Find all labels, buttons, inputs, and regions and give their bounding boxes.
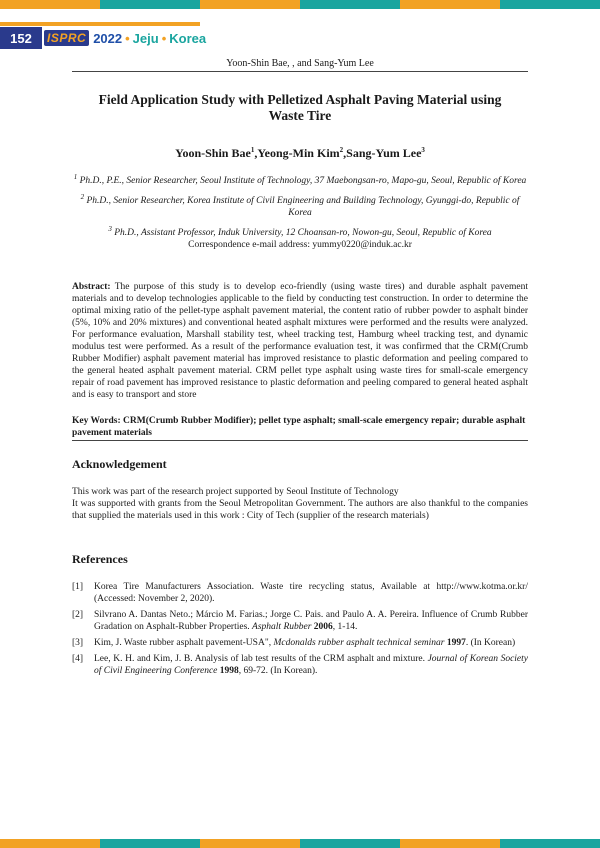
- affiliation-sup: 2: [80, 193, 85, 202]
- abstract-text: The purpose of this study is to develop eco-friendly (using waste tires) and durable asphalt pavement materials and to develop technologies applicable to the field by conducting test construction. In order to determine the optimal mixing ratio of the pellet-type asphalt pavement material, the content ratio of rubber powder to asphalt binder (5%, 10% and 20% mixtures) and conventional heated asphalt mixtures were performed and the results were analyzed. For performance evaluation, Marshall stability test, wheel tracking test, Hamburg wheel tracking test, and dynamic modulus test were performed. As a result of the performance evaluation test, it was confirmed that the CRM(Crumb Rubber Modifier) asphalt pavement material has improved resistance to plastic deformation and peeling compared to the general heated asphalt pavement material. CRM pellet type asphalt using waste tires for small-scale emergency repair of road pavement has improved resistance to plastic deformation and peeling compared to general heated asphalt and is easy to transport and store: [72, 282, 528, 401]
- author-sup: 3: [421, 146, 425, 154]
- author-sup: 2: [339, 146, 344, 154]
- reference-body: Korea Tire Manufacturers Association. Waste tire recycling status, Available at http://www.kotma.or.kr/ (Accessed: November 2, 2020).: [94, 582, 528, 605]
- reference-source: Journal of Korean Society of Civil Engineering Conference: [94, 654, 528, 677]
- header-rule: [0, 22, 200, 26]
- affiliation-text: Ph.D., Senior Researcher, Korea Institute of Civil Engineering and Building Technology, Gyunggi-do, Republic of Korea: [86, 196, 520, 219]
- reference-source: Mcdonalds rubber asphalt technical seminar: [273, 638, 445, 649]
- bullet-dot: •: [161, 30, 167, 46]
- running-head: Yoon-Shin Bae, , and Sang-Yum Lee: [72, 58, 528, 72]
- reference-text: [94, 609, 528, 633]
- reference-body: Silvrano A. Dantas Neto.; Márcio M. Farias.; Jorge C. Pais. and Paulo A. A. Pereira. Influence of Crumb Rubber Gradation on Asphalt-Rubber Properties.: [94, 610, 528, 633]
- reference-body: Lee, K. H. and Kim, J. B. Analysis of lab test results of the CRM asphalt and mixture.: [94, 654, 428, 665]
- reference-pages: . (In Korean): [465, 638, 516, 649]
- bar-segment: [400, 0, 500, 9]
- reference-item: [72, 637, 528, 649]
- reference-year: 1997: [444, 638, 466, 649]
- abstract: [72, 281, 528, 401]
- logo-country: Korea: [169, 30, 207, 46]
- author-name: Sang-Yum Lee: [346, 146, 422, 160]
- reference-text: [94, 581, 528, 605]
- bar-segment: [300, 0, 400, 9]
- affiliation-text: Ph.D., P.E., Senior Researcher, Seoul Institute of Technology, 37 Maebongsan-ro, Mapo-gu, Seoul, Republic of Korea: [79, 176, 527, 187]
- bar-segment: [400, 839, 500, 848]
- reference-year: 2006: [311, 622, 333, 633]
- reference-source: Asphalt Rubber: [252, 622, 312, 633]
- reference-number: [3]: [72, 638, 84, 649]
- reference-body: Kim, J. Waste rubber asphalt pavement-USA",: [94, 638, 274, 649]
- abstract-label: Abstract:: [72, 282, 111, 293]
- reference-pages: , 69-72. (In Korean).: [238, 666, 318, 677]
- keywords: [72, 415, 528, 441]
- conference-logo: [44, 28, 206, 48]
- reference-item: [72, 609, 528, 633]
- paper-body: [72, 92, 528, 681]
- affiliation-sup: 1: [73, 173, 78, 181]
- references-heading: References: [72, 552, 128, 567]
- keywords-text: CRM(Crumb Rubber Modifier); pellet type asphalt; small-scale emergency repair; durable asphalt pavement materials: [72, 416, 526, 439]
- affiliation-text: Ph.D., Assistant Professor, Induk University, 12 Choansan-ro, Nowon-gu, Seoul, Republic of Korea: [114, 228, 492, 239]
- bar-segment: [200, 0, 300, 9]
- acknowledgement-heading: Acknowledgement: [72, 457, 167, 472]
- reference-year: 1998: [217, 666, 239, 677]
- author-sep: ,: [343, 146, 347, 160]
- reference-item: [72, 581, 528, 605]
- author-sup: 1: [250, 146, 255, 154]
- title-line: Field Application Study with Pelletized Asphalt Paving Material using: [98, 92, 502, 107]
- bar-segment: [500, 839, 600, 848]
- author-list: [72, 146, 528, 161]
- reference-number: [1]: [72, 582, 84, 593]
- bottom-color-bar: [0, 839, 600, 848]
- affiliation: [72, 171, 528, 187]
- bar-segment: [100, 0, 200, 9]
- paper-title: [72, 92, 528, 124]
- acknowledgement-text: [72, 486, 528, 522]
- bar-segment: [300, 839, 400, 848]
- keywords-label: Key Words:: [72, 416, 121, 427]
- logo-city: Jeju: [132, 30, 159, 46]
- bar-segment: [0, 0, 100, 9]
- bar-segment: [500, 0, 600, 9]
- bar-segment: [0, 839, 100, 848]
- reference-number: [4]: [72, 654, 84, 665]
- author-name: Yoon-Shin Bae: [175, 146, 251, 160]
- bar-segment: [200, 839, 300, 848]
- top-color-bar: [0, 0, 600, 9]
- title-line: Waste Tire: [268, 108, 332, 123]
- reference-text: [94, 637, 528, 649]
- reference-number: [2]: [72, 610, 84, 621]
- affiliation: [72, 223, 528, 239]
- author-sep: ,: [254, 146, 258, 160]
- logo-year: 2022: [93, 30, 123, 46]
- page-number: 152: [0, 27, 42, 49]
- reference-list: [72, 581, 528, 677]
- affiliation-sup: 3: [108, 225, 112, 234]
- bullet-dot: •: [125, 30, 130, 46]
- reference-pages: , 1-14.: [332, 622, 358, 633]
- reference-item: [72, 653, 528, 677]
- correspondence-email: Correspondence e-mail address: yummy0220@induk.ac.kr: [188, 240, 412, 251]
- acknowledgement-line: This work was part of the research project supported by Seoul Institute of Technology: [72, 487, 399, 498]
- reference-text: [94, 653, 528, 677]
- author-name: Yeong-Min Kim: [257, 146, 340, 160]
- acknowledgement-line: It was supported with grants from the Seoul Metropolitan Government. The authors are also thankful to the companies that supplied the materials used in this work : City of Tech (supplier of the research materials): [72, 499, 528, 522]
- affiliation: [72, 191, 528, 219]
- logo-mark: ISPRC: [44, 30, 89, 46]
- bar-segment: [100, 839, 200, 848]
